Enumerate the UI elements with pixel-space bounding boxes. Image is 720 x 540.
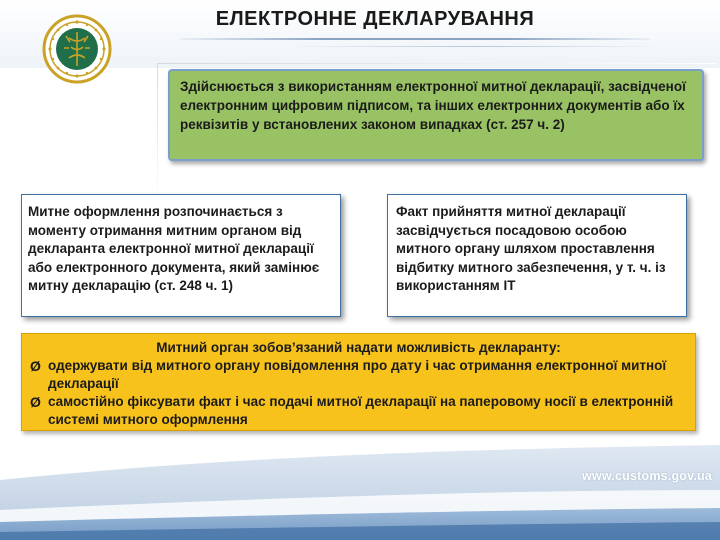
bottom-info-box (21, 333, 696, 431)
top-info-text: Здійснюється з використанням електронної митної декларації, засвідченої електронним цифровим підписом, та інших електронних документів або їх реквізитів у встановлених законом випадках (ст. 257 ч. 2) (180, 79, 686, 132)
left-info-text: Митне оформлення розпочинається з моменту отримання митним органом від декларанта електронної митної декларації або електронного документа, який замінює митну декларацію (ст. 248 ч. 1) (28, 204, 320, 294)
bullet-item (30, 393, 687, 429)
right-info-text: Факт прийняття митної декларації засвідчується посадовою особою митного органу шляхом проставлення відбитку митного забезпечення, у т. ч. із використанням ІТ (396, 204, 666, 294)
decorative-line-horizontal (157, 63, 717, 64)
bottom-lead-text: Митний орган зобов’язаний надати можливість декларанту: (156, 340, 561, 355)
arrow-bullet-icon: Ø (30, 394, 41, 410)
left-info-box (21, 194, 341, 317)
page-title: ЕЛЕКТРОННЕ ДЕКЛАРУВАННЯ (215, 8, 535, 30)
website-link[interactable]: www.customs.gov.ua (582, 469, 713, 483)
decorative-line-vertical (157, 63, 158, 203)
title-underline (180, 38, 650, 40)
bullet-text: самостійно фіксувати факт і час подачі митної декларації на паперовому носії в електронній системі митного оформлення (48, 394, 674, 427)
bullet-item (30, 357, 687, 393)
arrow-bullet-icon: Ø (30, 358, 41, 374)
top-info-box (168, 69, 704, 161)
customs-emblem-icon (42, 14, 112, 84)
right-info-box (387, 194, 687, 317)
title-underline-secondary (300, 46, 650, 47)
footer-wave-decoration (0, 440, 720, 540)
bullet-text: одержувати від митного органу повідомлення про дату і час отримання електронної митної декларації (48, 358, 667, 391)
